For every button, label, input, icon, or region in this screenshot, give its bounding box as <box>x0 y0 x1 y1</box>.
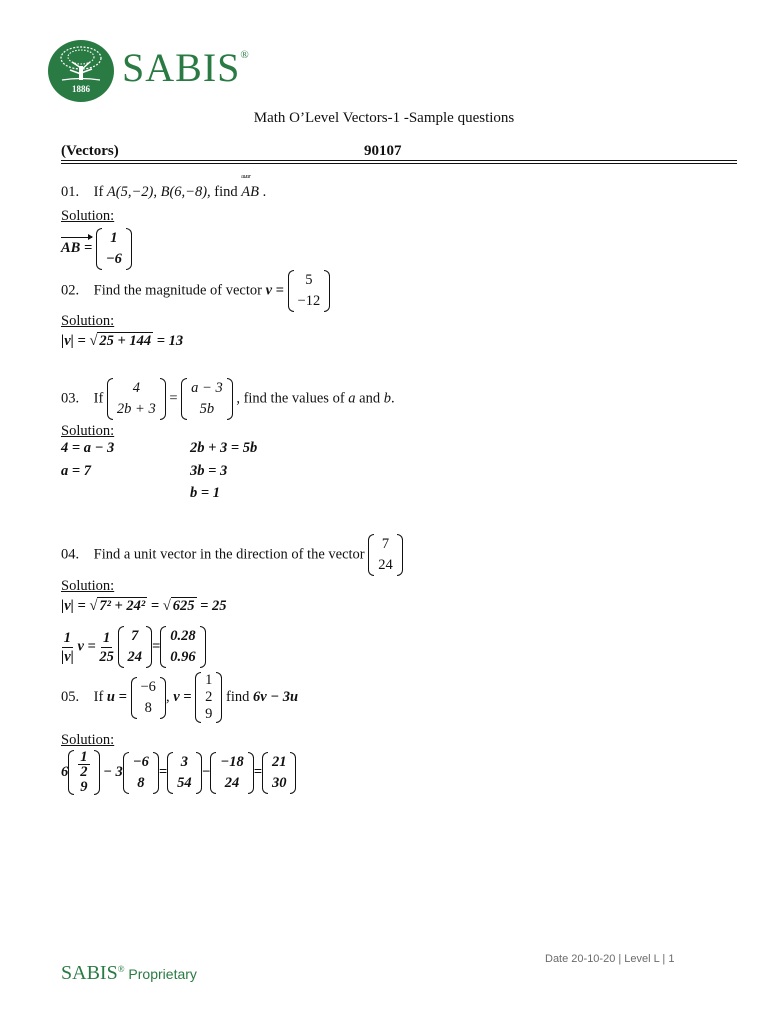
result-vector: 21 30 <box>262 752 297 794</box>
question-text: Find the magnitude of vector <box>93 282 262 299</box>
vector-name: v = <box>173 688 192 705</box>
solution-label-02: Solution: <box>61 313 115 329</box>
vector-v: v = <box>77 638 96 655</box>
question-text: If <box>93 390 104 407</box>
variable-a: a <box>348 390 356 407</box>
square-root: √ 7² + 24² <box>89 598 146 614</box>
solution-03-left-2: a = 7 <box>61 463 92 479</box>
point-a: A(5,−2), <box>106 184 157 200</box>
solution-03-right-3: b = 1 <box>190 485 221 501</box>
solution-label-01: Solution: <box>61 208 115 224</box>
solution-lhs: |v| = <box>61 598 86 614</box>
solution-04-line-2 <box>61 626 206 668</box>
equals-sign: = <box>150 598 160 614</box>
vector-7-24: 7 24 <box>118 626 153 668</box>
question-text: , find the values of <box>236 390 345 407</box>
wordmark-text: SABIS <box>122 45 241 90</box>
minus-sign: − <box>201 763 211 780</box>
question-01 <box>61 174 267 201</box>
question-number: 02. <box>61 282 80 299</box>
question-number: 03. <box>61 390 80 407</box>
vector-v: 1 2 9 <box>195 672 222 723</box>
question-number: 04. <box>61 546 80 563</box>
solution-label-03: Solution: <box>61 423 115 439</box>
vector-right: a − 3 5b <box>181 378 233 420</box>
solution-01 <box>61 228 132 270</box>
solution-label-04: Solution: <box>61 578 115 594</box>
header-rule-bottom <box>61 163 737 164</box>
solution-02 <box>61 333 183 350</box>
sabis-tree-logo <box>48 40 114 102</box>
vector-v: 5 −12 <box>288 270 331 312</box>
coefficient: 6 <box>61 763 69 780</box>
registered-mark: ® <box>240 49 250 61</box>
header-rule-top <box>61 160 737 161</box>
question-text: Find a unit vector in the direction of the vector <box>93 546 365 563</box>
vector-name: v = <box>265 282 284 299</box>
proprietary-text: Proprietary <box>124 966 197 982</box>
vector-v-frac: $\frac{1}{2}$ 9 <box>68 750 99 795</box>
question-text: find <box>226 688 250 705</box>
expression: 6v − 3u <box>253 688 299 705</box>
solution-rhs: = 13 <box>156 333 184 349</box>
vector-ab-text: AB <box>241 184 259 200</box>
vector-tiny-mark: uuur <box>241 174 251 180</box>
square-root: √ 25 + 144 <box>89 333 152 349</box>
sabis-wordmark <box>122 45 250 90</box>
question-05 <box>61 672 298 723</box>
footer-date-level-page: Date 20-10-20 | Level L | 1 <box>545 953 675 965</box>
solution-03-left-1: 4 = a − 3 <box>61 440 115 456</box>
registered-mark: ® <box>117 964 125 974</box>
equals-sign: = <box>253 763 262 780</box>
fraction: $\frac{1}{|v|}$ <box>61 629 74 665</box>
question-text: find <box>214 184 238 200</box>
question-number: 01. <box>61 184 80 200</box>
footer-wordmark: SABIS <box>61 962 118 984</box>
question-02 <box>61 270 330 312</box>
solution-03-right-1: 2b + 3 = 5b <box>190 440 258 456</box>
vector-3-54: 3 54 <box>167 752 202 794</box>
question-text: If <box>93 688 104 705</box>
solution-lhs: AB = <box>61 240 93 257</box>
unit-vector-result: 0.28 0.96 <box>160 626 205 668</box>
fraction: $\frac{1}{25}$ <box>99 629 114 665</box>
variable-b: b <box>383 390 391 407</box>
point-b: B(6,−8), <box>160 184 211 200</box>
equals-sign: = <box>169 390 178 407</box>
logo-year: 1886 <box>72 84 90 94</box>
solution-03-right-2: 3b = 3 <box>190 463 228 479</box>
solution-label-05: Solution: <box>61 732 115 748</box>
solution-04-line-1 <box>61 598 227 615</box>
question-04 <box>61 534 403 576</box>
vector-direction: 7 24 <box>368 534 403 576</box>
question-03 <box>61 378 395 420</box>
solution-vector: 1 −6 <box>96 228 132 270</box>
vector-left: 4 2b + 3 <box>107 378 166 420</box>
vector-name: u = <box>106 688 127 705</box>
question-text: If <box>93 184 104 200</box>
minus-coef: − 3 <box>103 763 123 780</box>
vector-ab-arrow <box>61 240 92 257</box>
solution-05 <box>61 750 296 795</box>
topic-label: (Vectors) <box>61 143 119 159</box>
question-end: . <box>262 184 267 200</box>
comma: , <box>165 688 170 705</box>
equals-sign: = <box>152 638 161 655</box>
document-title: Math O’Level Vectors-1 -Sample questions <box>253 110 515 126</box>
vector-u: −6 8 <box>123 752 159 794</box>
footer-sabis-proprietary <box>61 962 197 985</box>
question-text: and <box>359 390 381 407</box>
equals-sign: = <box>158 763 168 780</box>
vector-u: −6 8 <box>131 677 166 719</box>
vector-18-24: −18 24 <box>210 752 253 794</box>
solution-lhs: |v| = <box>61 333 86 349</box>
question-end: . <box>390 390 395 407</box>
course-code: 90107 <box>364 143 402 159</box>
question-number: 05. <box>61 688 80 705</box>
solution-rhs: = 25 <box>200 598 227 614</box>
vector-ab <box>241 174 259 200</box>
square-root: √ 625 <box>162 598 195 614</box>
